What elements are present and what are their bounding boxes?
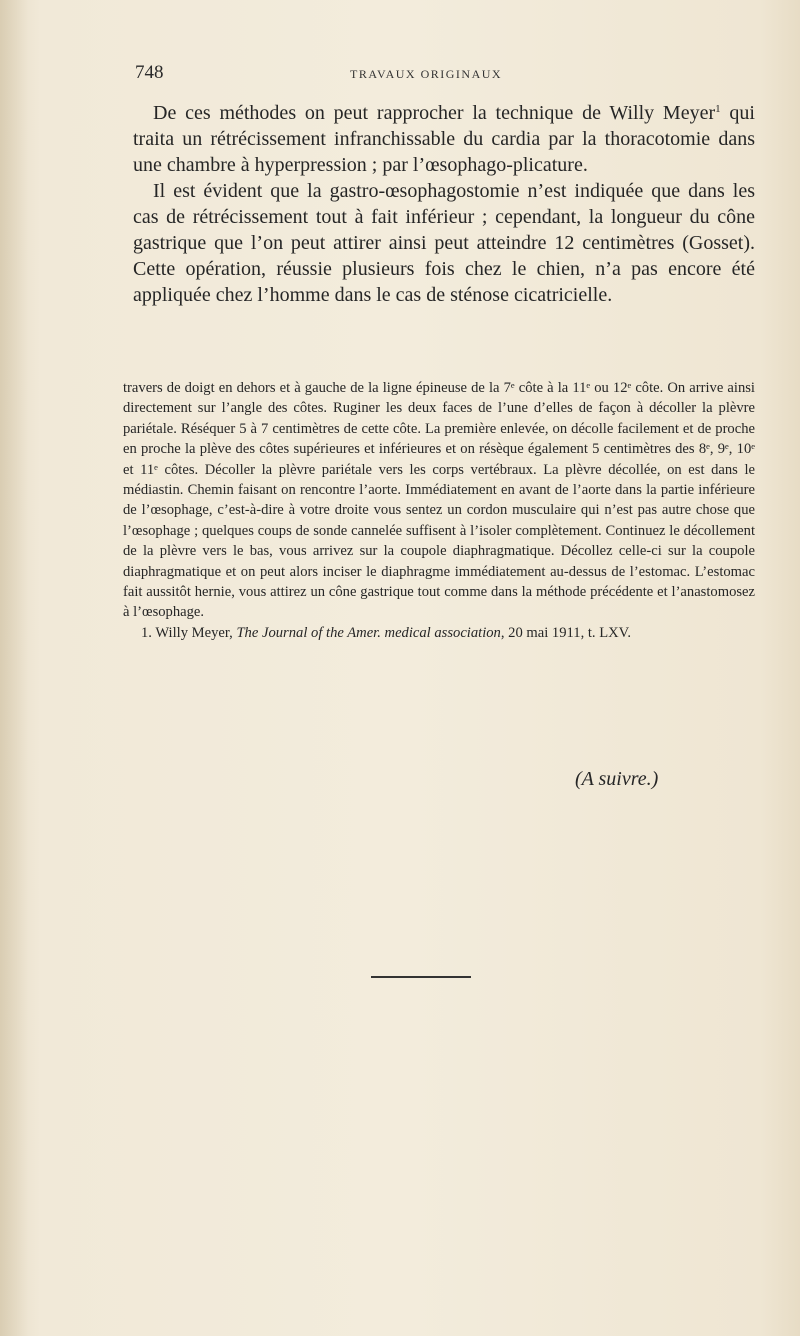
footnote-author: Willy Meyer, <box>151 624 237 641</box>
footnote-number: 1. <box>141 624 152 641</box>
running-head: TRAVAUX ORIGINAUX <box>350 67 503 81</box>
paragraph-1 <box>133 100 755 178</box>
footnote-1 <box>123 623 755 643</box>
footnote-ref: 1 <box>715 103 721 115</box>
footnote-citation: , 20 mai 1911, t. LXV. <box>500 624 631 641</box>
paragraph-2: Il est évident que la gastro-œsophagostomie n’est indiquée que dans les cas de rétrécissement tout à fait inférieur ; cependant, la longueur du cône gastrique que l’on peut attirer ainsi peut atteindre 12 centimètres (Gosset). Cette opération, réussie plusieurs fois chez le chien, n’a pas encore été appliquée chez l’homme dans le cas de sténose cicatricielle. <box>133 180 755 306</box>
paragraph-1-start: De ces méthodes on peut rapprocher la technique de Willy Meyer <box>153 102 716 124</box>
to-be-continued <box>575 768 658 791</box>
page-edge-shadow <box>0 0 28 1336</box>
note-continuation: travers de doigt en dehors et à gauche de la ligne épineuse de la 7ᵉ côte à la 11ᵉ ou 12ᵉ côte. On arrive ainsi directement sur l’angle des côtes. Ruginer les deux faces de l’une d’elles de façon à décoller la plèvre pariétale. Réséquer 5 à 7 centimètres de cette côte. La première enlevée, on décolle facilement et de proche en proche la plève des côtes supérieures et inférieures et on résèque également 5 centimètres des 8ᵉ, 9ᵉ, 10ᵉ et 11ᵉ côtes. Décoller la plèvre pariétale vers les corps vertébraux. La plèvre décollée, on est dans le médiastin. Chemin faisant on rencontre l’aorte. Immédiatement en avant de l’aorte dans la partie inférieure de l’œsophage, c’est-à-dire à votre droite vous sentez un cordon musculaire qui n’est pas autre chose que l’œsophage ; quelques coups de sonde cannelée suffisent à l’isoler complètement. Continuez le décollement de la plèvre vers le bas, vous arrivez sur la coupole diaphragmatique. Décollez celle-ci sur la coupole diaphragmatique et on peut alors inciser le diaphragme immédiatement au-dessus de l’estomac. L’estomac fait aussitôt hernie, vous attirez un cône gastrique tout comme dans la méthode précédente et l’anastomosez à l’œsophage. <box>123 380 755 621</box>
end-rule <box>371 976 471 978</box>
page-header <box>135 62 755 86</box>
paragraph-1-end: qui traita un rétrécissement infranchissable du cardia par la thoracotomie dans une chambre à hyperpression ; par l’œsophago-plicature. <box>133 102 755 176</box>
page-number: 748 <box>135 62 164 83</box>
footnote-journal: The Journal of the Amer. medical association <box>236 624 501 641</box>
to-be-continued-text: (A suivre.) <box>575 768 659 790</box>
notes-section <box>123 378 755 643</box>
main-text <box>133 100 755 308</box>
